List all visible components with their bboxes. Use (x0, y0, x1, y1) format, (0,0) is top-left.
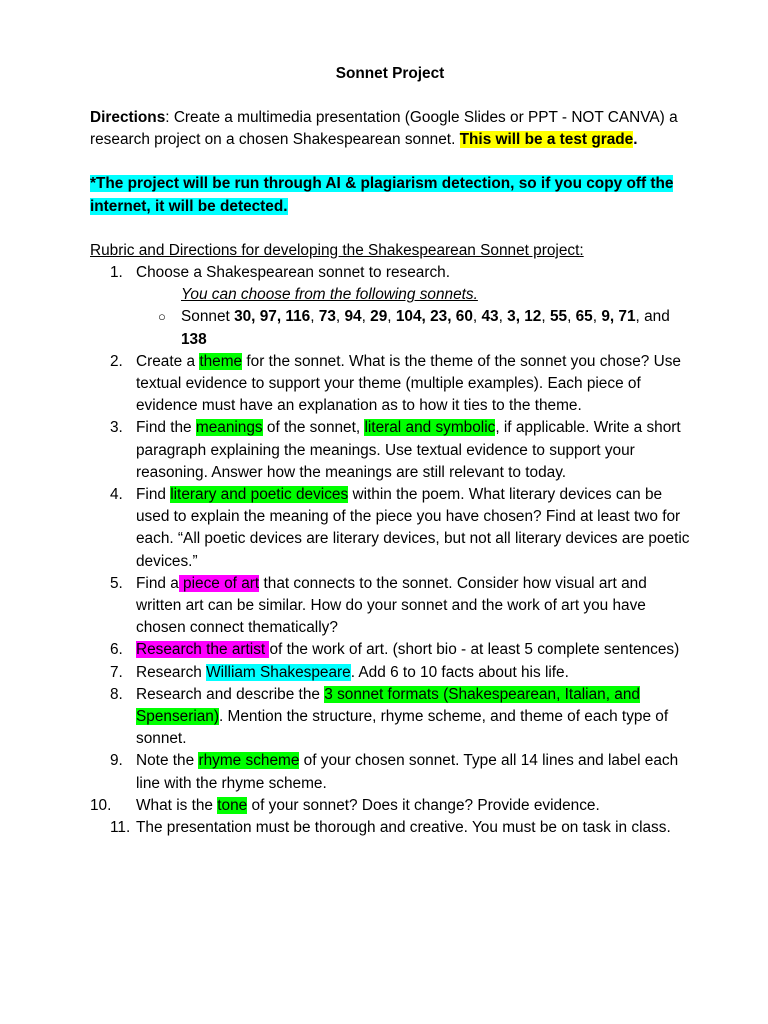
item-text: of the sonnet, (262, 419, 365, 437)
list-item (90, 684, 690, 751)
warning-paragraph (90, 173, 690, 217)
sonnet-numbers: 73 (318, 308, 336, 326)
item-text: for the sonnet. What is the theme of the sonnet you chose? Use textual evidence to support your theme (multiple examples). Each piece of evidence must have an explanation as to how it ties to the theme. (136, 352, 681, 415)
sonnet-numbers: 30, 97, 116 (234, 308, 311, 326)
item-text: of your sonnet? Does it change? Provide evidence. (247, 796, 600, 814)
shakespeare-highlight: William Shakespeare (206, 663, 351, 681)
item-text: Create a (136, 352, 200, 370)
item-number: 4. (110, 486, 123, 504)
rhyme-scheme-highlight: rhyme scheme (198, 752, 300, 770)
item-text: Research and describe the (136, 685, 325, 703)
item-text: Choose a Shakespearean sonnet to research. (136, 264, 451, 282)
theme-highlight: theme (199, 352, 243, 370)
item-text: , if applicable. Write a short paragraph explaining the meanings. Use textual evidence to support your reasoning. Answer how the meanings are still relevant to today. (136, 419, 681, 481)
list-item (90, 639, 690, 661)
item-text: Find (136, 486, 171, 504)
sonnet-numbers: 29 (370, 308, 388, 326)
meanings-highlight: meanings (195, 419, 263, 437)
item-number: 10. (90, 796, 112, 814)
item-text: What is the (136, 796, 218, 814)
directions-text: : Create a multimedia presentation (Google Slides or PPT - NOT CANVA) a research project on a chosen Shakespearean sonnet. (90, 109, 678, 149)
item-number: 1. (110, 264, 123, 282)
directions-label: Directions (90, 109, 166, 126)
item-number: 11. (110, 819, 131, 837)
list-item (90, 484, 690, 573)
sonnet-numbers: 138 (181, 330, 207, 348)
rubric-list (90, 262, 690, 839)
bullet-circle-icon: ○ (158, 309, 166, 325)
sonnet-numbers: 65 (575, 308, 593, 326)
directions-paragraph (90, 107, 690, 151)
list-item (90, 750, 690, 794)
sonnet-and: and (644, 308, 670, 326)
list-item (90, 795, 690, 817)
sonnet-numbers: 43 (481, 308, 499, 326)
document-page (90, 63, 690, 839)
sonnet-numbers: 94 (344, 308, 362, 326)
item-text: The presentation must be thorough and creative. You must be on task in class. (136, 819, 671, 837)
ai-detection-warning: *The project will be run through AI & plagiarism detection, so if you copy off the internet, it will be detected. (90, 175, 674, 215)
list-item (90, 573, 690, 640)
item-number: 7. (110, 663, 123, 681)
literal-symbolic-highlight: literal and symbolic (364, 419, 496, 437)
item-text: of your chosen sonnet. Type all 14 lines and label each line with the rhyme scheme. (136, 752, 679, 792)
sonnet-list: ○ Sonnet 30, 97, 116, 73, 94, 29, 104, 23, 60, 43, 3, 12, 55, 65, 9, 71, and 138 (158, 308, 670, 348)
spacer (90, 218, 690, 240)
item-text: Find the (136, 419, 196, 437)
list-item (90, 417, 690, 484)
sonnet-prefix: Sonnet (181, 308, 235, 326)
rubric-heading: Rubric and Directions for developing the Shakespearean Sonnet project: (90, 241, 584, 259)
item-number: 2. (110, 352, 123, 370)
spacer (90, 85, 690, 107)
list-item (90, 262, 690, 351)
sonnet-numbers: 3, 12 (507, 308, 542, 326)
directions-end: . (633, 131, 638, 149)
item-text: Find a (136, 574, 179, 592)
piece-of-art-highlight: piece of art (178, 574, 260, 592)
item-text: of the work of art. (short bio - at least 5 complete sentences) (269, 641, 680, 659)
item-number: 8. (110, 685, 123, 703)
sonnet-numbers: 55 (549, 308, 568, 326)
devices-highlight: literary and poetic devices (170, 486, 349, 504)
spacer (90, 151, 690, 173)
sonnet-numbers: 104, 23, 60 (395, 308, 473, 326)
sonnet-choice-note: You can choose from the following sonnets. (181, 286, 478, 304)
item-text: Note the (136, 752, 199, 770)
sonnet-formats-highlight: 3 sonnet formats (Shakespearean, Italian, and Spenserian) (136, 685, 640, 726)
item-number: 5. (110, 574, 123, 592)
list-item (90, 817, 690, 839)
list-item (90, 662, 690, 684)
sonnet-numbers: 9, 71 (601, 308, 636, 326)
research-artist-highlight: Research the artist (136, 641, 270, 659)
item-number: 6. (110, 641, 123, 659)
page-title: Sonnet Project (335, 65, 445, 82)
item-text: Research (136, 663, 207, 681)
item-text: . Mention the structure, rhyme scheme, and theme of each type of sonnet. (136, 708, 669, 748)
item-text: that connects to the sonnet. Consider how visual art and written art can be similar. How do your sonnet and the work of art you have chosen connect thematically? (136, 574, 647, 637)
item-text: . Add 6 to 10 facts about his life. (350, 663, 569, 681)
list-item (90, 351, 690, 418)
item-number: 9. (110, 752, 123, 770)
item-text: within the poem. What literary devices can be used to explain the meaning of the piece you have chosen? Find at least two for each. “All poetic devices are literary devices, but not all literary devices are poetic devices.” (136, 486, 690, 570)
test-grade-highlight: This will be a test grade (459, 131, 634, 149)
tone-highlight: tone (217, 796, 248, 814)
item-number: 3. (110, 419, 123, 437)
